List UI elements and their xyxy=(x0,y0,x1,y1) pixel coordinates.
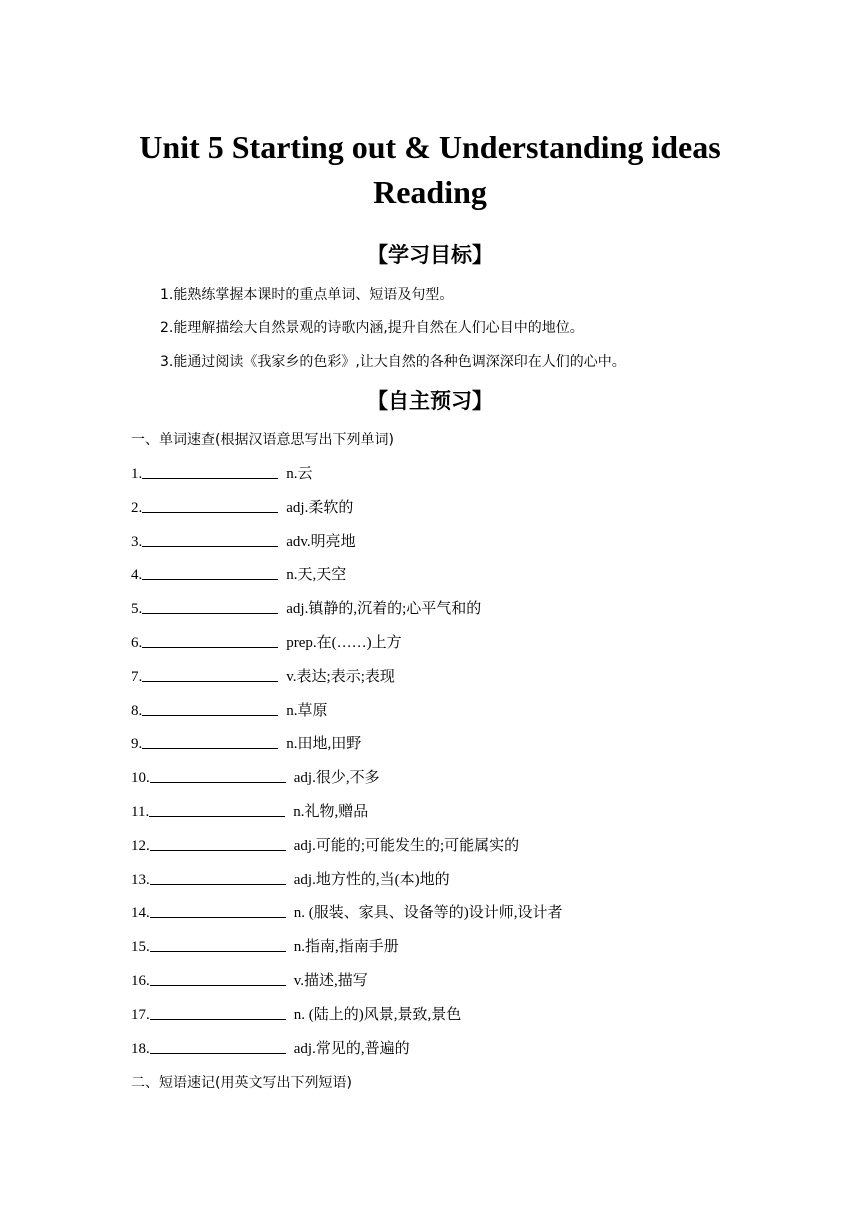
answer-blank[interactable] xyxy=(150,870,286,885)
vocab-number: 12. xyxy=(131,837,150,854)
vocab-number: 4. xyxy=(131,567,143,584)
vocab-definition: v.描述,描写 xyxy=(293,972,368,989)
vocab-number: 8. xyxy=(131,702,143,719)
vocab-definition: n. (陆上的)风景,景致,景色 xyxy=(293,1006,462,1023)
vocab-number: 7. xyxy=(131,668,143,685)
vocab-number: 17. xyxy=(131,1006,150,1023)
objective-item: 3.能通过阅读《我家乡的色彩》,让大自然的各种色调深深印在人们的心中。 xyxy=(160,354,626,370)
vocab-row xyxy=(131,937,563,971)
objectives-heading: 【学习目标】 xyxy=(367,243,493,267)
vocab-definition: n.礼物,赠品 xyxy=(293,803,369,820)
answer-blank[interactable] xyxy=(142,532,278,547)
vocab-definition: adj.很少,不多 xyxy=(293,770,380,787)
answer-blank[interactable] xyxy=(142,701,278,716)
vocab-row xyxy=(131,498,563,532)
answer-blank[interactable] xyxy=(142,464,278,479)
answer-blank[interactable] xyxy=(142,498,278,513)
vocab-definition: n.指南,指南手册 xyxy=(293,939,399,956)
vocab-definition: adv.明亮地 xyxy=(286,533,356,550)
vocab-row xyxy=(131,599,563,633)
part2-instruction: 二、短语速记(用英文写出下列短语) xyxy=(131,1075,352,1091)
answer-blank[interactable] xyxy=(142,633,278,648)
vocab-row xyxy=(131,836,563,870)
answer-blank[interactable] xyxy=(150,971,286,986)
preview-heading: 【自主预习】 xyxy=(367,389,493,413)
vocab-definition: v.表达;表示;表现 xyxy=(286,668,395,685)
vocab-row xyxy=(131,768,563,802)
vocab-row xyxy=(131,802,563,836)
vocab-number: 3. xyxy=(131,533,143,550)
vocab-definition: adj.柔软的 xyxy=(286,499,354,516)
vocab-row xyxy=(131,633,563,667)
vocab-number: 9. xyxy=(131,736,143,753)
answer-blank[interactable] xyxy=(150,836,286,851)
vocab-row xyxy=(131,903,563,937)
answer-blank[interactable] xyxy=(142,565,278,580)
vocab-row xyxy=(131,1005,563,1039)
vocab-row xyxy=(131,701,563,735)
vocab-number: 15. xyxy=(131,939,150,956)
vocab-number: 6. xyxy=(131,634,143,651)
vocab-number: 14. xyxy=(131,905,150,922)
objective-item: 2.能理解描绘大自然景观的诗歌内涵,提升自然在人们心目中的地位。 xyxy=(160,320,584,336)
vocab-definition: n. (服装、家具、设备等的)设计师,设计者 xyxy=(293,905,563,922)
vocab-row xyxy=(131,734,563,768)
vocab-definition: n.田地,田野 xyxy=(286,736,362,753)
vocab-definition: prep.在(……)上方 xyxy=(286,634,402,651)
objective-item: 1.能熟练掌握本课时的重点单词、短语及句型。 xyxy=(160,287,454,303)
vocab-row xyxy=(131,1039,563,1073)
vocab-number: 10. xyxy=(131,770,150,787)
vocab-row xyxy=(131,971,563,1005)
answer-blank[interactable] xyxy=(149,802,285,817)
vocab-row xyxy=(131,464,563,498)
vocab-definition: adj.常见的,普遍的 xyxy=(293,1040,410,1057)
answer-blank[interactable] xyxy=(150,1005,286,1020)
answer-blank[interactable] xyxy=(142,734,278,749)
vocab-row xyxy=(131,870,563,904)
vocab-number: 11. xyxy=(131,803,150,820)
part1-instruction: 一、单词速查(根据汉语意思写出下列单词) xyxy=(131,432,394,448)
answer-blank[interactable] xyxy=(142,667,278,682)
document-title-line2: Reading xyxy=(373,174,487,210)
vocab-definition: n.天,天空 xyxy=(286,567,347,584)
answer-blank[interactable] xyxy=(142,599,278,614)
vocab-number: 16. xyxy=(131,972,150,989)
vocab-number: 5. xyxy=(131,601,143,618)
vocab-definition: adj.镇静的,沉着的;心平气和的 xyxy=(286,601,482,618)
answer-blank[interactable] xyxy=(150,903,286,918)
vocab-row xyxy=(131,667,563,701)
vocab-list xyxy=(131,464,563,1072)
vocab-number: 13. xyxy=(131,871,150,888)
vocab-definition: adj.可能的;可能发生的;可能属实的 xyxy=(293,837,520,854)
vocab-definition: adj.地方性的,当(本)地的 xyxy=(293,871,450,888)
document-title-line1: Unit 5 Starting out & Understanding ideas xyxy=(139,129,721,165)
vocab-number: 1. xyxy=(131,466,143,482)
vocab-number: 18. xyxy=(131,1040,150,1057)
answer-blank[interactable] xyxy=(150,768,286,783)
vocab-row xyxy=(131,532,563,566)
vocab-row xyxy=(131,565,563,599)
vocab-number: 2. xyxy=(131,499,143,516)
answer-blank[interactable] xyxy=(150,1039,286,1054)
vocab-definition: n.草原 xyxy=(286,702,328,719)
vocab-definition: n.云 xyxy=(286,466,313,482)
answer-blank[interactable] xyxy=(150,937,286,952)
